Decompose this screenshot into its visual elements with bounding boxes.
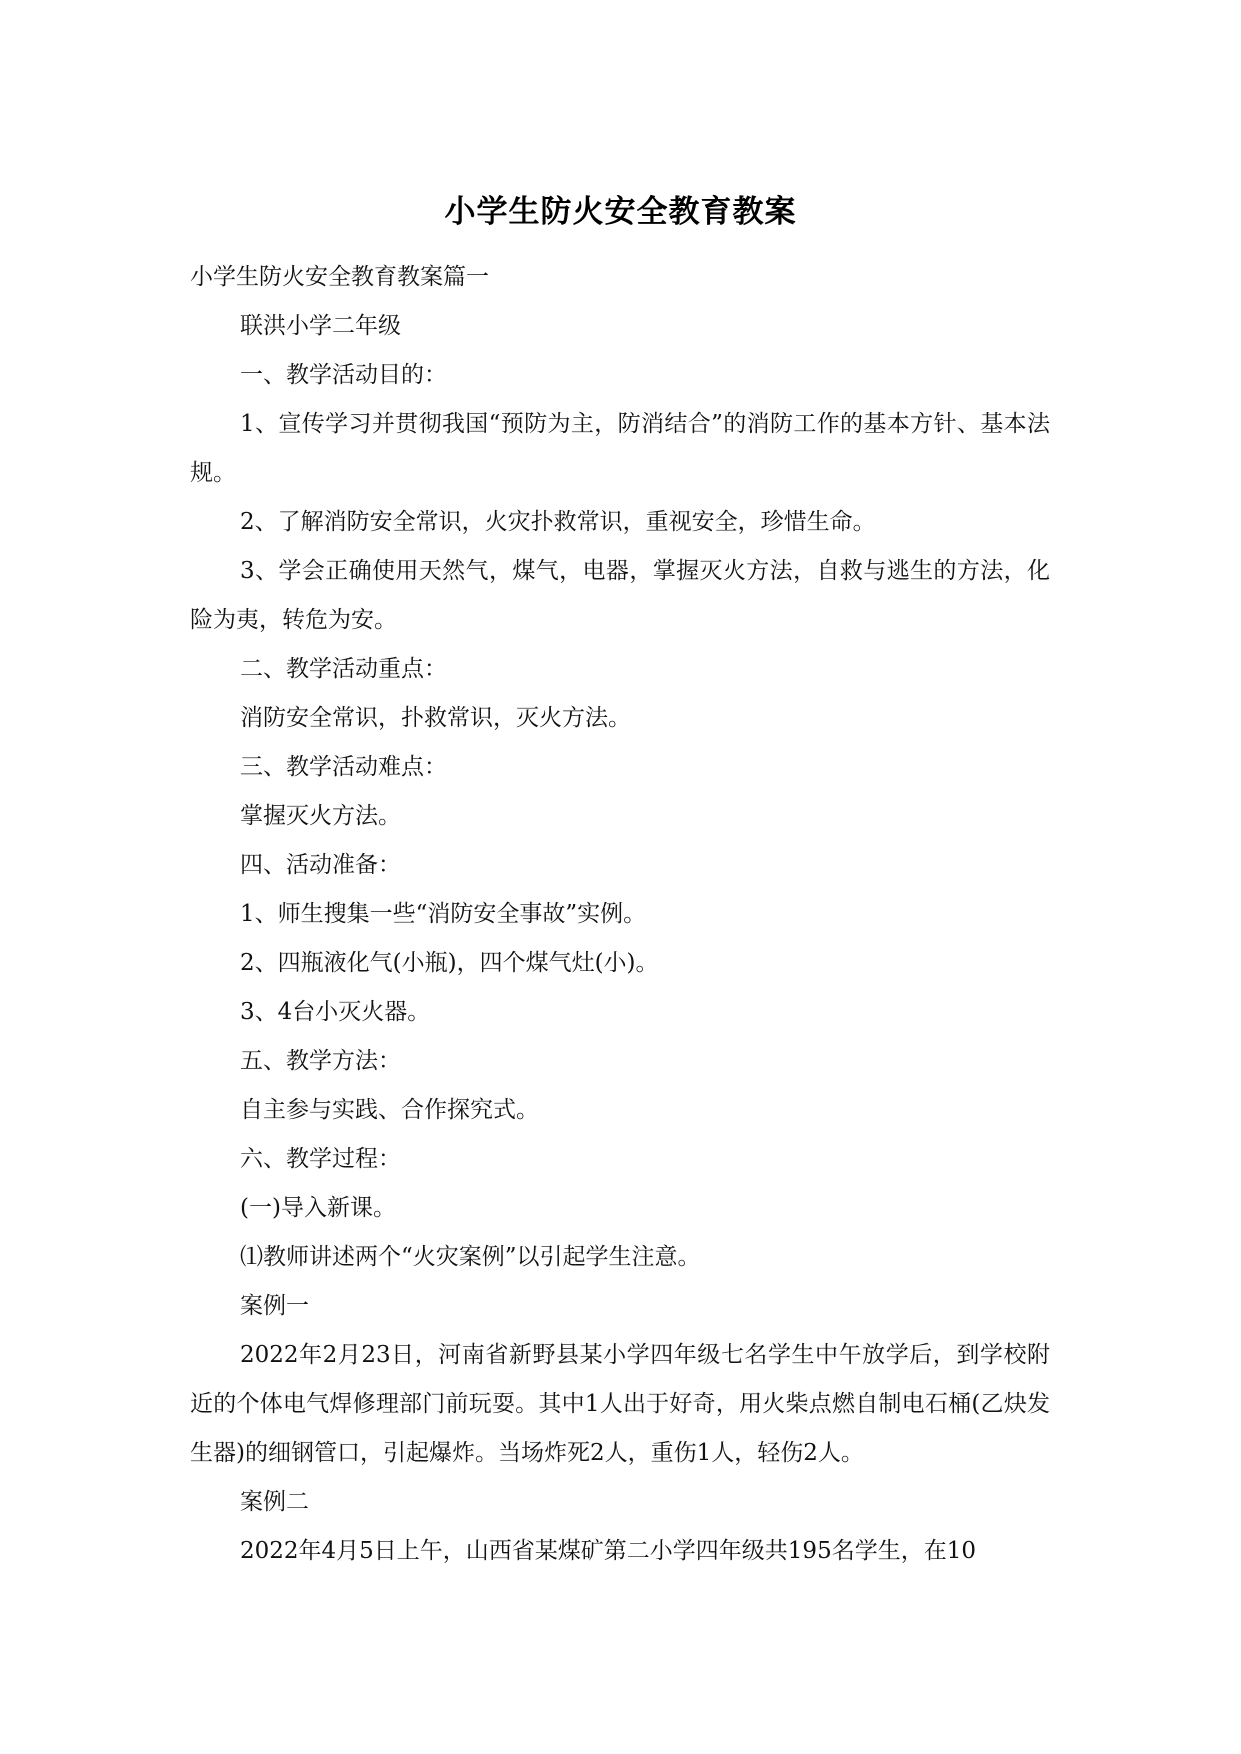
paragraph: 六、教学过程： — [240, 1146, 401, 1172]
document-title: 小学生防火安全教育教案 — [444, 194, 797, 230]
paragraph: 一、教学活动目的： — [240, 362, 447, 388]
document-body — [190, 253, 1050, 1576]
paragraph: 二、教学活动重点： — [240, 656, 447, 682]
paragraph: 联洪小学二年级 — [240, 313, 401, 339]
paragraph: 案例二 — [240, 1489, 309, 1515]
paragraph: 四、活动准备： — [240, 852, 401, 878]
paragraph: 小学生防火安全教育教案篇一 — [190, 264, 489, 290]
paragraph: 3、学会正确使用天然气，煤气，电器，掌握灭火方法，自救与逃生的方法，化险为夷，转危为安。 — [190, 558, 1050, 633]
paragraph: (一)导入新课。 — [240, 1195, 396, 1221]
paragraph: 2022年4月5日上午，山西省某煤矿第二小学四年级共195名学生，在10 — [240, 1538, 976, 1564]
paragraph: ⑴教师讲述两个“火灾案例”以引起学生注意。 — [240, 1244, 701, 1270]
paragraph: 3、4台小灭火器。 — [240, 999, 431, 1025]
paragraph: 五、教学方法： — [240, 1048, 401, 1074]
paragraph: 自主参与实践、合作探究式。 — [240, 1097, 539, 1123]
paragraph: 消防安全常识，扑救常识，灭火方法。 — [240, 705, 631, 731]
paragraph: 案例一 — [240, 1293, 309, 1319]
paragraph: 2022年2月23日，河南省新野县某小学四年级七名学生中午放学后，到学校附近的个体电气焊修理部门前玩耍。其中1人出于好奇，用火柴点燃自制电石桶(乙炔发生器)的细钢管口，引起爆炸。当场炸死2人，重伤1人，轻伤2人。 — [190, 1342, 1050, 1466]
paragraph: 2、四瓶液化气(小瓶)，四个煤气灶(小)。 — [240, 950, 659, 976]
paragraph: 三、教学活动难点： — [240, 754, 447, 780]
paragraph: 1、师生搜集一些“消防安全事故”实例。 — [240, 901, 647, 927]
paragraph: 2、了解消防安全常识，火灾扑救常识，重视安全，珍惜生命。 — [240, 509, 876, 535]
paragraph: 1、宣传学习并贯彻我国“预防为主，防消结合”的消防工作的基本方针、基本法规。 — [190, 411, 1050, 486]
paragraph: 掌握灭火方法。 — [240, 803, 401, 829]
